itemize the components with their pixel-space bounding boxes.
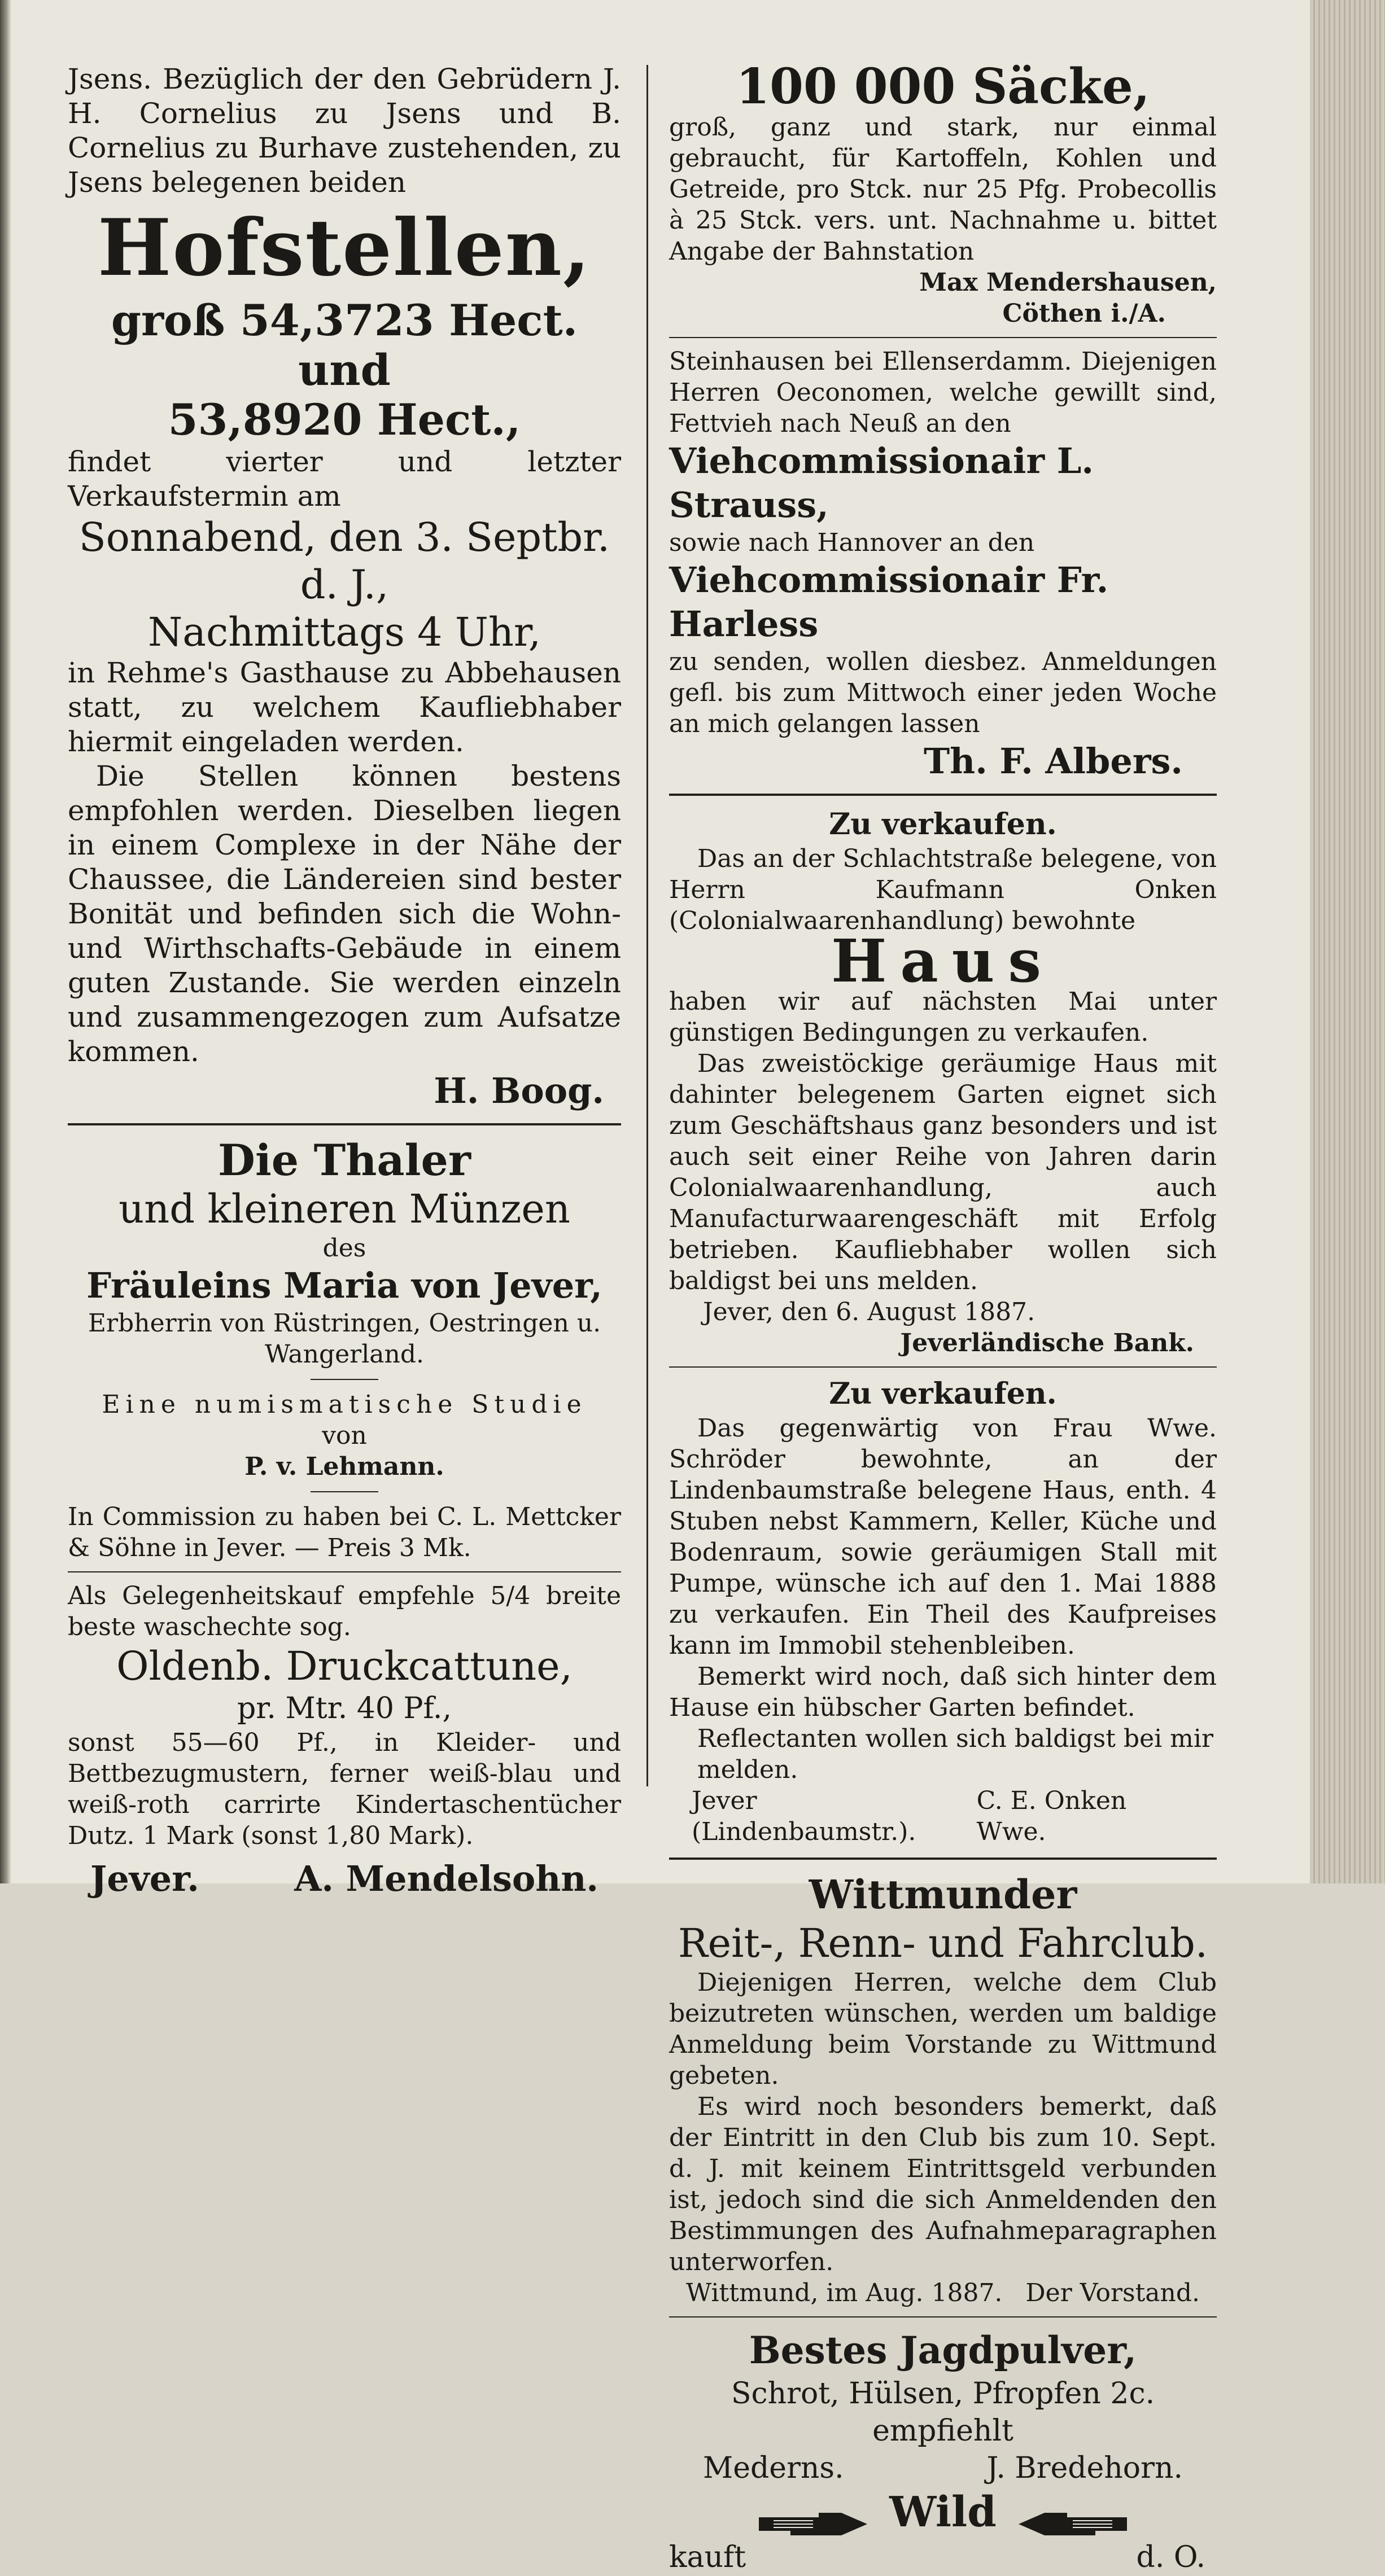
- right-column: [669, 58, 1217, 2576]
- ad-haus: [669, 806, 1217, 1359]
- pointing-hand-left-icon: [1016, 2509, 1129, 2539]
- ad-text: Das an der Schlachtstraße belegene, von Herrn Kaufmann Onken (Colonialwaarenhandlung) bewohnte: [669, 844, 1217, 935]
- ad-wild: [669, 2490, 1217, 2576]
- ad-signature: A. Mendelsohn.: [294, 1858, 598, 1899]
- ad-merchant: Max Mendershausen,: [919, 268, 1217, 297]
- ad-text: Die Stellen können bestens empfohlen werden. Dieselben liegen in einem Complexe in der Nähe der Chaussee, die Ländereien sind bester Bonität und befinden sich die Wohn- und Wirthschafts-Gebäude in einem guten Zustande. Sie werden einzeln und zusammengezogen zum Aufsatze kommen.: [68, 760, 621, 1068]
- ad-text: Schrot, Hülsen, Pfropfen 2c. empfiehlt: [731, 2377, 1155, 2448]
- ad-place: Jever (Lindenbaumstr.).: [692, 1786, 916, 1846]
- divider: [669, 794, 1217, 796]
- ad-headline: Bestes Jagdpulver,: [749, 2328, 1137, 2372]
- ad-text: zu senden, wollen diesbez. Anmeldungen gefl. bis zum Mittwoch einer jeden Woche an mich gelangen lassen: [669, 647, 1217, 738]
- ad-headline: Oldenb. Druckcattune,: [116, 1643, 573, 1689]
- ad-text: Als Gelegenheitskauf empfehle 5/4 breite beste waschechte sog.: [68, 1581, 621, 1641]
- pointing-hand-right-icon: [757, 2509, 870, 2539]
- divider: [68, 1123, 621, 1125]
- ad-date: Sonnabend, den 3. Septbr. d. J.,: [78, 514, 610, 608]
- ad-agent: Viehcommissionair L. Strauss,: [669, 440, 1094, 525]
- ad-text: haben wir auf nächsten Mai unter günstigen Bedingungen zu verkaufen.: [669, 987, 1217, 1047]
- ad-text: Eine numismatische Studie: [102, 1390, 587, 1419]
- ad-signature: C. E. Onken Wwe.: [976, 1786, 1127, 1846]
- ad-text: findet vierter und letzter Verkaufstermin am: [68, 445, 621, 512]
- ad-place: Cöthen i./A.: [1002, 299, 1166, 328]
- ad-agent: Viehcommissionair Fr. Harless: [669, 559, 1109, 645]
- ad-headline: Fräuleins Maria von Jever,: [86, 1265, 602, 1306]
- divider: [669, 337, 1217, 338]
- ad-title: Zu verkaufen.: [829, 807, 1057, 842]
- ad-lindenbaumstrasse: [669, 1375, 1217, 1847]
- ad-place: Jever.: [90, 1858, 199, 1899]
- ad-saecke: [669, 58, 1217, 329]
- ad-headline: 100 000 Säcke,: [736, 58, 1150, 115]
- ad-text: Diejenigen Herren, welche dem Club beizutreten wünschen, werden um baldige Anmeldung beim Vorstande zu Wittmund gebeten.: [669, 1968, 1217, 2090]
- ad-place: Wittmund, im Aug. 1887.: [686, 2279, 1003, 2307]
- ad-size: groß 54,3723 Hect. und: [111, 295, 578, 395]
- ad-text: sonst 55—60 Pf., in Kleider- und Bettbezugmustern, ferner weiß-blau und weiß-roth carrirte Kindertaschentücher Dutz. 1 Mark (sonst 1,80 Mark).: [68, 1728, 621, 1850]
- ad-author: P. v. Lehmann.: [244, 1452, 444, 1481]
- ad-text: Reflectanten wollen sich baldigst bei mir melden.: [697, 1724, 1213, 1784]
- column-divider: [646, 65, 648, 1786]
- ad-druckcattune: [68, 1580, 621, 1901]
- ad-viehcommissionair: [669, 346, 1217, 783]
- ad-signature: J. Bredehorn.: [986, 2451, 1183, 2485]
- ad-headline: Reit-, Renn- und Fahrclub.: [678, 1920, 1208, 1966]
- ad-signature: Th. F. Albers.: [924, 741, 1183, 782]
- ad-date: Jever, den 6. August 1887.: [703, 1298, 1036, 1326]
- ad-text: In Commission zu haben bei C. L. Mettcker & Söhne in Jever. — Preis 3 Mk.: [68, 1502, 621, 1562]
- divider: [68, 1571, 621, 1572]
- divider: [311, 1491, 378, 1492]
- ad-text: Jsens. Bezüglich der den Gebrüdern J. H. Cornelius zu Jsens und B. Cornelius zu Burhave zustehenden, zu Jsens belegenen beiden: [68, 63, 621, 199]
- ad-price: pr. Mtr. 40 Pf.,: [237, 1692, 452, 1725]
- ad-jagdpulver: [669, 2325, 1217, 2487]
- ad-text: Erbherrin von Rüstringen, Oestringen u. Wangerland.: [88, 1309, 601, 1369]
- ad-title: Zu verkaufen.: [829, 1377, 1057, 1411]
- ad-headline: Wild: [889, 2488, 997, 2536]
- ad-text: des: [322, 1234, 366, 1263]
- ad-text: Das gegenwärtig von Frau Wwe. Schröder bewohnte, an der Lindenbaumstraße belegene Haus, enth. 4 Stuben nebst Kammern, Keller, Küche und Bodenraum, sowie geräumigen Stall mit Pumpe, wünsche ich auf den 1. Mai 1888 zu verkaufen. Ein Theil des Kaufpreises kann im Immobil stehenbleiben.: [669, 1414, 1217, 1660]
- ad-hofstellen: [68, 62, 621, 1113]
- ad-headline: Wittmunder: [809, 1871, 1077, 1918]
- divider: [669, 1857, 1217, 1860]
- ad-time: Nachmittags 4 Uhr,: [148, 609, 541, 655]
- ad-text: in Rehme's Gasthause zu Abbehausen statt, zu welchem Kaufliebhaber hiermit eingeladen werden.: [68, 656, 621, 758]
- ad-text: von: [322, 1421, 367, 1450]
- left-column: [68, 62, 621, 1901]
- ad-text: Das zweistöckige geräumige Haus mit dahinter belegenem Garten eignet sich zum Geschäftshaus ganz besonders und ist auch seit einer Reihe von Jahren darin Colonialwaarenhandlung, auch Manufacturwaarengeschäft mit Erfolg betrieben. Kaufliebhaber wollen sich baldigst bei uns melden.: [669, 1049, 1217, 1295]
- ad-headline: Haus: [831, 926, 1055, 996]
- ad-signature: d. O.: [1136, 2540, 1205, 2574]
- ad-fahrclub: [669, 1870, 1217, 2308]
- ad-place: Mederns.: [703, 2451, 844, 2485]
- ad-text: groß, ganz und stark, nur einmal gebraucht, für Kartoffeln, Kohlen und Getreide, pro Stck. nur 25 Pfg. Probecollis à 25 Stck. vers. unt. Nachnahme u. bittet Angabe der Bahnstation: [669, 113, 1217, 266]
- ad-text: Bemerkt wird noch, daß sich hinter dem Hause ein hübscher Garten befindet.: [669, 1662, 1217, 1722]
- ad-thaler: [68, 1136, 621, 1563]
- divider: [311, 1379, 378, 1380]
- ad-headline: und kleineren Münzen: [119, 1186, 570, 1232]
- ad-text: Es wird noch besonders bemerkt, daß der Eintritt in den Club bis zum 10. Sept. d. J. mit keinem Eintrittsgeld verbunden ist, jedoch sind die sich Anmeldenden den Bestimmungen des Aufnahmeparagraphen unterworfen.: [669, 2092, 1217, 2276]
- ad-headline: Hofstellen,: [97, 201, 592, 293]
- ad-text: kauft: [669, 2540, 746, 2574]
- page-edge: [1310, 0, 1385, 1883]
- ad-text: Steinhausen bei Ellenserdamm. Diejenigen Herren Oeconomen, welche gewillt sind, Fettvieh nach Neuß an den: [669, 347, 1217, 438]
- ad-signature: Jeverländische Bank.: [900, 1329, 1194, 1357]
- ad-signature: H. Boog.: [434, 1070, 604, 1111]
- page-spine: [0, 0, 11, 1883]
- ad-size: 53,8920 Hect.,: [168, 395, 521, 445]
- ad-headline: Die Thaler: [218, 1135, 471, 1185]
- divider: [669, 1366, 1217, 1368]
- ad-signature: Der Vorstand.: [1025, 2279, 1200, 2307]
- ad-text: sowie nach Hannover an den: [669, 528, 1035, 557]
- divider: [669, 2316, 1217, 2317]
